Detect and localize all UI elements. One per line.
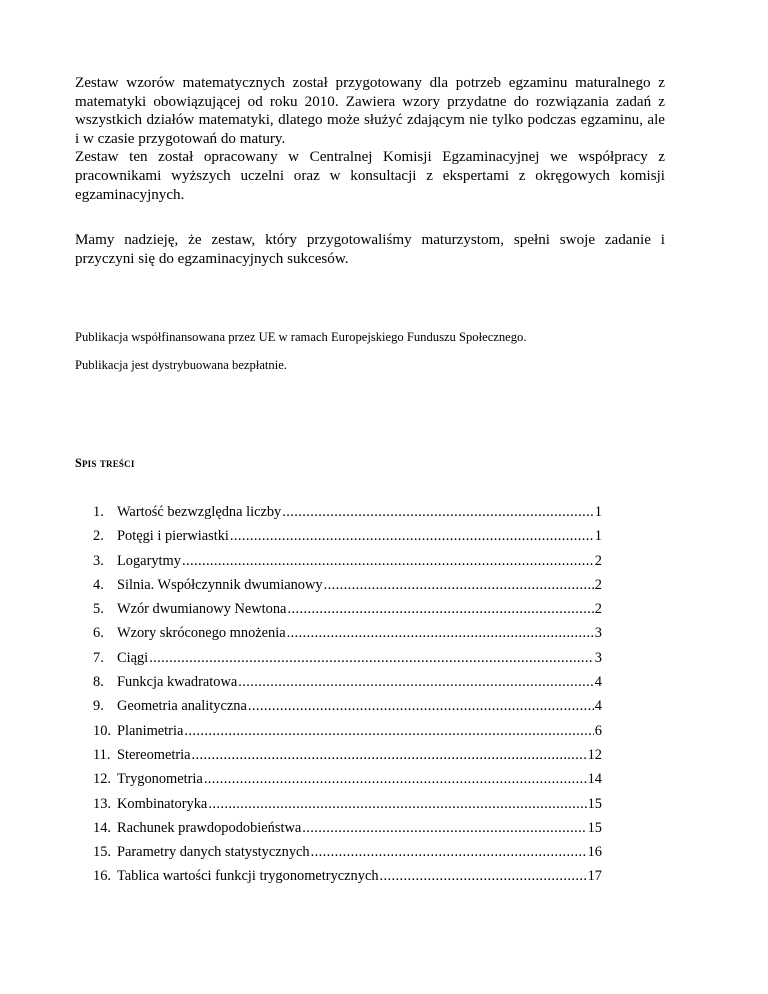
toc-item-number: 15.	[93, 844, 111, 861]
toc-item-label: Wzór dwumianowy Newtona	[117, 601, 287, 618]
toc-item-page: 14	[587, 771, 602, 788]
intro-section	[75, 74, 665, 204]
toc-item[interactable]	[75, 600, 602, 624]
toc-leader-dots	[184, 722, 593, 740]
cofinancing-note: Publikacja współfinansowana przez UE w ramach Europejskiego Funduszu Społecznego.	[75, 330, 527, 344]
intro-paragraph-2: Zestaw ten został opracowany w Centralnej Komisji Egzaminacyjnej we współpracy z pracownikami wyższych uczelni oraz w konsultacji z ekspertami z okręgowych komisji egzaminacyjnych.	[75, 149, 665, 203]
toc-item-number: 13.	[93, 795, 111, 812]
toc-item-number: 4.	[93, 576, 104, 593]
toc-item-page: 2	[594, 601, 602, 618]
toc-leader-dots	[230, 527, 594, 545]
toc-item-label: Tablica wartości funkcji trygonometrycznych	[117, 868, 379, 885]
toc-item-label: Stereometria	[117, 746, 191, 763]
toc-item-number: 3.	[93, 552, 104, 569]
toc-item[interactable]	[75, 552, 602, 576]
toc-leader-dots	[182, 552, 594, 570]
intro-paragraph-1: Zestaw wzorów matematycznych został przygotowany dla potrzeb egzaminu maturalnego z matematyki obowiązującej od roku 2010. Zawiera wzory przydatne do rozwiązania zadań z wszystkich działów matematyki, dlatego może służyć zdającym nie tylko podczas egzaminu, ale i w czasie przygotowań do matury.	[75, 75, 665, 147]
toc-item-page: 17	[587, 868, 602, 885]
toc-item-label: Funkcja kwadratowa	[117, 674, 238, 691]
free-distribution-note: Publikacja jest dystrybuowana bezpłatnie.	[75, 358, 287, 372]
hope-paragraph: Mamy nadzieję, że zestaw, który przygotowaliśmy maturzystom, spełni swoje zadanie i przyczyni się do egzaminacyjnych sukcesów.	[75, 232, 665, 267]
toc-item-page: 3	[594, 649, 602, 666]
toc-item-label: Parametry danych statystycznych	[117, 844, 310, 861]
toc-item-label: Geometria analityczna	[117, 698, 247, 715]
table-of-contents	[75, 503, 602, 892]
toc-leader-dots	[282, 503, 594, 521]
toc-item-number: 11.	[93, 746, 111, 763]
toc-item[interactable]	[75, 624, 602, 648]
toc-item-number: 16.	[93, 868, 111, 885]
toc-item-page: 4	[594, 698, 602, 715]
toc-title: Spis treści	[75, 456, 135, 470]
toc-item[interactable]	[75, 867, 602, 891]
toc-leader-dots	[311, 843, 587, 861]
toc-item-label: Silnia. Współczynnik dwumianowy	[117, 576, 323, 593]
toc-item-label: Potęgi i pierwiastki	[117, 528, 229, 545]
toc-leader-dots	[149, 649, 594, 667]
toc-leader-dots	[380, 867, 587, 885]
toc-item-label: Wartość bezwzględna liczby	[117, 504, 282, 520]
toc-item-label: Trygonometria	[117, 771, 203, 788]
toc-item-page: 15	[587, 819, 602, 836]
toc-item-page: 16	[587, 844, 602, 861]
toc-item[interactable]	[75, 503, 602, 527]
toc-leader-dots	[208, 795, 586, 813]
toc-item-page: 2	[594, 576, 602, 593]
toc-leader-dots	[287, 624, 594, 642]
toc-item-number: 8.	[93, 674, 104, 691]
toc-item[interactable]	[75, 649, 602, 673]
toc-item[interactable]	[75, 722, 602, 746]
toc-item-number: 14.	[93, 819, 111, 836]
toc-item[interactable]	[75, 795, 602, 819]
toc-item[interactable]	[75, 576, 602, 600]
toc-item[interactable]	[75, 843, 602, 867]
toc-item-number: 2.	[93, 528, 104, 545]
toc-item-label: Kombinatoryka	[117, 795, 208, 812]
toc-item-number: 5.	[93, 601, 104, 618]
toc-item-number: 12.	[93, 771, 111, 788]
toc-item-page: 1	[594, 504, 602, 520]
toc-item-page: 12	[587, 746, 602, 763]
toc-leader-dots	[238, 673, 594, 691]
toc-leader-dots	[248, 697, 594, 715]
toc-item[interactable]	[75, 746, 602, 770]
toc-item-page: 4	[594, 674, 602, 691]
toc-item[interactable]	[75, 770, 602, 794]
toc-item-label: Wzory skróconego mnożenia	[117, 625, 286, 642]
toc-item[interactable]	[75, 527, 602, 551]
toc-item[interactable]	[75, 819, 602, 843]
toc-item-page: 3	[594, 625, 602, 642]
toc-leader-dots	[204, 770, 587, 788]
toc-item-page: 1	[594, 528, 602, 545]
toc-item-number: 6.	[93, 625, 104, 642]
toc-item-label: Ciągi	[117, 649, 149, 666]
toc-item-label: Logarytmy	[117, 552, 181, 569]
toc-item-label: Planimetria	[117, 722, 184, 739]
toc-leader-dots	[302, 819, 586, 837]
toc-item-number: 1.	[93, 504, 104, 520]
toc-item-page: 2	[594, 552, 602, 569]
toc-leader-dots	[192, 746, 587, 764]
toc-item-page: 6	[594, 722, 602, 739]
toc-leader-dots	[287, 600, 593, 618]
toc-item-page: 15	[587, 795, 602, 812]
toc-item-number: 9.	[93, 698, 104, 715]
toc-item[interactable]	[75, 673, 602, 697]
toc-item-number: 10.	[93, 722, 111, 739]
toc-leader-dots	[324, 576, 594, 594]
toc-item[interactable]	[75, 697, 602, 721]
toc-item-label: Rachunek prawdopodobieństwa	[117, 819, 302, 836]
toc-item-number: 7.	[93, 649, 104, 666]
